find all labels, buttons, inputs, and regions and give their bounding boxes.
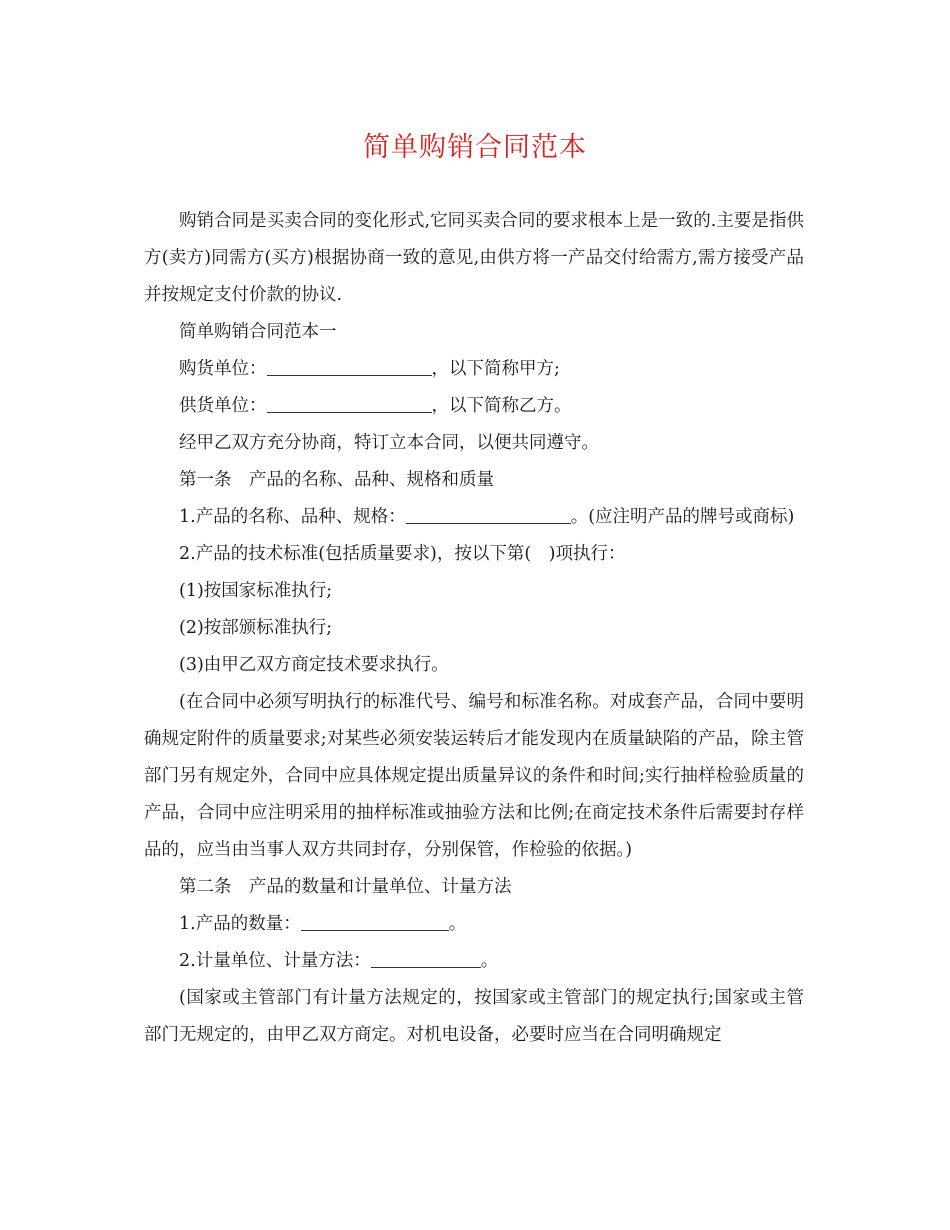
- supplier-label: 供货单位：: [179, 396, 267, 416]
- article2-item2-prefix: 2.计量单位、计量方法：: [179, 951, 371, 971]
- agreement-line: 经甲乙双方充分协商，特订立本合同，以便共同遵守。: [179, 433, 599, 453]
- article2-item1: [144, 906, 804, 943]
- article1-item1: [144, 499, 804, 536]
- buyer-suffix: ，以下简称甲方;: [431, 359, 560, 379]
- article1-option2: (2)按部颁标准执行;: [179, 618, 333, 638]
- supplier-line: [144, 388, 804, 425]
- document-body: [144, 203, 804, 1054]
- supplier-blank: [267, 394, 432, 413]
- article1-item2: 2.产品的技术标准(包括质量要求)，按以下第( )项执行：: [179, 544, 626, 564]
- intro-paragraph: 购销合同是买卖合同的变化形式,它同买卖合同的要求根本上是一致的.主要是指供方(卖方)同需方(买方)根据协商一致的意见,由供方将一产品交付给需方,需方接受产品并按规定支付价款的协议.: [144, 211, 804, 305]
- article1-option3: (3)由甲乙双方商定技术要求执行。: [179, 655, 449, 675]
- article1-item1-suffix: 。(应注明产品的牌号或商标): [570, 507, 795, 527]
- article1-note: (在合同中必须写明执行的标准代号、编号和标准名称。对成套产品，合同中要明确规定附件的质量要求;对某些必须安装运转后才能发现内在质量缺陷的产品，除主管部门另有规定外，合同中应具体规定提出质量异议的条件和时间;实行抽样检验质量的产品，合同中应注明采用的抽样标准或抽验方法和比例;在商定技术条件后需要封存样品的，应当由当事人双方共同封存，分别保管，作检验的依据。): [144, 692, 804, 860]
- article2-item1-suffix: 。: [448, 914, 467, 934]
- article1-heading: 第一条 产品的名称、品种、规格和质量: [179, 470, 494, 490]
- article2-note: (国家或主管部门有计量方法规定的，按国家或主管部门的规定执行;国家或主管部门无规定的，由甲乙双方商定。对机电设备，必要时应当在合同明确规定: [144, 988, 804, 1045]
- article2-item2: [144, 943, 804, 980]
- article1-option1: (1)按国家标准执行;: [179, 581, 333, 601]
- document-title: 简单购销合同范本: [363, 132, 587, 163]
- buyer-label: 购货单位：: [179, 359, 267, 379]
- article1-item1-prefix: 1.产品的名称、品种、规格：: [179, 507, 406, 527]
- article2-heading: 第二条 产品的数量和计量单位、计量方法: [179, 877, 512, 897]
- article2-item1-prefix: 1.产品的数量：: [179, 914, 301, 934]
- unit-method-blank: [371, 949, 481, 968]
- article2-item2-suffix: 。: [480, 951, 499, 971]
- sample-heading: 简单购销合同范本一: [179, 322, 337, 342]
- buyer-line: [144, 351, 804, 388]
- quantity-blank: [301, 912, 449, 931]
- supplier-suffix: ，以下简称乙方。: [431, 396, 572, 416]
- product-name-blank: [406, 505, 571, 524]
- buyer-blank: [267, 357, 432, 376]
